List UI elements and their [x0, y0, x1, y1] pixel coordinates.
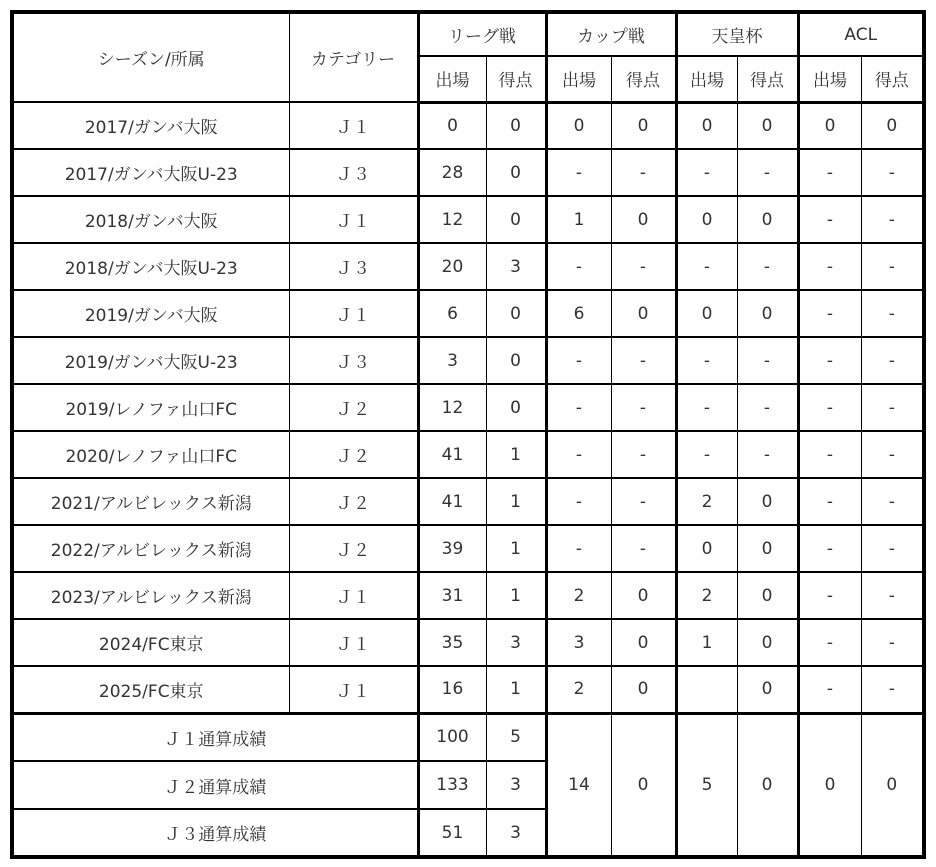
category-cell: Ｊ１ — [289, 196, 418, 243]
table-row — [12, 619, 924, 666]
header-season-club: シーズン/所属 — [12, 12, 289, 102]
stat-cell: - — [546, 431, 611, 478]
stat-cell: 0 — [676, 525, 737, 572]
header-group-row — [12, 12, 924, 56]
stat-cell: - — [546, 384, 611, 431]
season-club-cell: 2019/レノファ山口FC — [12, 384, 289, 431]
category-cell: Ｊ２ — [289, 478, 418, 525]
stat-cell: - — [611, 149, 676, 196]
season-club-cell: 2019/ガンバ大阪 — [12, 290, 289, 337]
total-cup-apps-cell: 14 — [546, 713, 611, 857]
stat-cell: 20 — [418, 243, 486, 290]
table-header — [12, 12, 924, 102]
total-league-goals-cell: 5 — [486, 713, 546, 761]
header-league-goals: 得点 — [486, 56, 546, 102]
stat-cell: 0 — [737, 478, 798, 525]
stat-cell: 1 — [546, 196, 611, 243]
category-cell: Ｊ１ — [289, 290, 418, 337]
stat-cell: - — [676, 149, 737, 196]
total-acl-apps-cell: 0 — [798, 713, 861, 857]
stat-cell: - — [861, 525, 924, 572]
season-club-cell: 2018/ガンバ大阪 — [12, 196, 289, 243]
table-row — [12, 478, 924, 525]
stat-cell: - — [798, 384, 861, 431]
total-emperors-apps-cell: 5 — [676, 713, 737, 857]
stat-cell: 31 — [418, 572, 486, 619]
header-emperors-apps: 出場 — [676, 56, 737, 102]
category-cell: Ｊ３ — [289, 337, 418, 384]
header-cup-apps: 出場 — [546, 56, 611, 102]
stat-cell: - — [861, 149, 924, 196]
stat-cell: - — [546, 243, 611, 290]
stat-cell: - — [546, 337, 611, 384]
table-row — [12, 384, 924, 431]
stat-cell: - — [861, 196, 924, 243]
category-cell: Ｊ３ — [289, 149, 418, 196]
stat-cell: 41 — [418, 431, 486, 478]
stat-cell: - — [611, 243, 676, 290]
stat-cell: 2 — [546, 666, 611, 713]
stat-cell: - — [737, 384, 798, 431]
table-row — [12, 290, 924, 337]
stat-cell: - — [798, 478, 861, 525]
stat-cell: - — [798, 572, 861, 619]
stat-cell: - — [611, 525, 676, 572]
table-row — [12, 337, 924, 384]
stat-cell: 0 — [611, 619, 676, 666]
total-label-cell: Ｊ１通算成績 — [12, 713, 418, 761]
total-league-apps-cell: 51 — [418, 809, 486, 857]
header-category: カテゴリー — [289, 12, 418, 102]
stat-cell: - — [798, 666, 861, 713]
stat-cell: - — [861, 572, 924, 619]
header-acl-apps: 出場 — [798, 56, 861, 102]
total-label-cell: Ｊ２通算成績 — [12, 761, 418, 809]
stat-cell: 0 — [546, 102, 611, 149]
stat-cell: 0 — [676, 102, 737, 149]
stat-cell: - — [798, 337, 861, 384]
category-cell: Ｊ３ — [289, 243, 418, 290]
stat-cell: 0 — [486, 149, 546, 196]
stat-cell: 3 — [486, 619, 546, 666]
total-acl-goals-cell: 0 — [861, 713, 924, 857]
table-row — [12, 666, 924, 713]
stat-cell: 12 — [418, 384, 486, 431]
total-label-cell: Ｊ３通算成績 — [12, 809, 418, 857]
stat-cell: 1 — [486, 572, 546, 619]
stat-cell: 0 — [737, 619, 798, 666]
stat-cell: 1 — [486, 666, 546, 713]
stat-cell: - — [798, 243, 861, 290]
season-club-cell: 2020/レノファ山口FC — [12, 431, 289, 478]
stat-cell: 0 — [611, 290, 676, 337]
stat-cell: 0 — [418, 102, 486, 149]
stat-cell: - — [798, 290, 861, 337]
stat-cell: 0 — [611, 572, 676, 619]
stat-cell: 0 — [486, 337, 546, 384]
stat-cell: 1 — [486, 431, 546, 478]
stat-cell: - — [737, 337, 798, 384]
total-league-apps-cell: 100 — [418, 713, 486, 761]
table-row — [12, 196, 924, 243]
table-row — [12, 572, 924, 619]
category-cell: Ｊ１ — [289, 102, 418, 149]
stat-cell: 3 — [546, 619, 611, 666]
stat-cell: 2 — [676, 572, 737, 619]
category-cell: Ｊ１ — [289, 619, 418, 666]
stat-cell: - — [798, 525, 861, 572]
stat-cell: 0 — [737, 572, 798, 619]
header-league: リーグ戦 — [418, 12, 546, 56]
table-row — [12, 431, 924, 478]
category-cell: Ｊ２ — [289, 384, 418, 431]
stat-cell — [676, 666, 737, 713]
stat-cell: - — [861, 337, 924, 384]
stat-cell: - — [861, 243, 924, 290]
stat-cell: - — [861, 619, 924, 666]
stat-cell: 0 — [486, 102, 546, 149]
stat-cell: - — [676, 337, 737, 384]
stat-cell: 0 — [737, 290, 798, 337]
stat-cell: - — [546, 478, 611, 525]
stat-cell: 28 — [418, 149, 486, 196]
season-club-cell: 2017/ガンバ大阪 — [12, 102, 289, 149]
stat-cell: - — [546, 149, 611, 196]
header-acl-goals: 得点 — [861, 56, 924, 102]
total-league-goals-cell: 3 — [486, 761, 546, 809]
stat-cell: - — [798, 619, 861, 666]
stat-cell: - — [798, 431, 861, 478]
stat-cell: 0 — [737, 525, 798, 572]
totals-section — [12, 713, 924, 857]
stat-cell: 0 — [611, 196, 676, 243]
stats-table-body — [12, 102, 924, 713]
season-club-cell: 2022/アルビレックス新潟 — [12, 525, 289, 572]
stat-cell: 16 — [418, 666, 486, 713]
career-stats-table — [10, 10, 926, 859]
stat-cell: 0 — [486, 290, 546, 337]
stat-cell: - — [798, 196, 861, 243]
header-cup-goals: 得点 — [611, 56, 676, 102]
stat-cell: - — [861, 431, 924, 478]
stat-cell: 0 — [737, 196, 798, 243]
stat-cell: - — [737, 243, 798, 290]
header-emperors-cup: 天皇杯 — [676, 12, 798, 56]
stat-cell: - — [861, 478, 924, 525]
stat-cell: 0 — [611, 102, 676, 149]
stat-cell: 6 — [546, 290, 611, 337]
stat-cell: - — [676, 384, 737, 431]
stat-cell: 0 — [486, 196, 546, 243]
stat-cell: - — [861, 290, 924, 337]
stat-cell: 2 — [676, 478, 737, 525]
stat-cell: - — [737, 149, 798, 196]
stat-cell: - — [861, 666, 924, 713]
season-club-cell: 2023/アルビレックス新潟 — [12, 572, 289, 619]
stat-cell: 39 — [418, 525, 486, 572]
category-cell: Ｊ２ — [289, 525, 418, 572]
stat-cell: 2 — [546, 572, 611, 619]
category-cell: Ｊ１ — [289, 572, 418, 619]
stat-cell: 0 — [611, 666, 676, 713]
header-emperors-goals: 得点 — [737, 56, 798, 102]
stat-cell: - — [546, 525, 611, 572]
table-row — [12, 243, 924, 290]
stat-cell: 1 — [486, 478, 546, 525]
stat-cell: 0 — [486, 384, 546, 431]
stat-cell: - — [611, 337, 676, 384]
total-league-goals-cell: 3 — [486, 809, 546, 857]
category-cell: Ｊ２ — [289, 431, 418, 478]
stat-cell: 12 — [418, 196, 486, 243]
season-club-cell: 2024/FC東京 — [12, 619, 289, 666]
table-row — [12, 102, 924, 149]
header-acl: ACL — [798, 12, 924, 56]
stat-cell: 0 — [676, 196, 737, 243]
stat-cell: 35 — [418, 619, 486, 666]
stat-cell: 1 — [676, 619, 737, 666]
total-emperors-goals-cell: 0 — [737, 713, 798, 857]
table-row — [12, 149, 924, 196]
stat-cell: 0 — [861, 102, 924, 149]
stat-cell: - — [737, 431, 798, 478]
stat-cell: - — [798, 149, 861, 196]
stat-cell: 0 — [737, 102, 798, 149]
stat-cell: 0 — [737, 666, 798, 713]
season-club-cell: 2018/ガンバ大阪U-23 — [12, 243, 289, 290]
stat-cell: 3 — [486, 243, 546, 290]
season-club-cell: 2021/アルビレックス新潟 — [12, 478, 289, 525]
table-row — [12, 525, 924, 572]
stat-cell: - — [611, 384, 676, 431]
stat-cell: - — [676, 431, 737, 478]
stat-cell: - — [611, 478, 676, 525]
total-row-j1 — [12, 713, 924, 761]
season-club-cell: 2019/ガンバ大阪U-23 — [12, 337, 289, 384]
stat-cell: 41 — [418, 478, 486, 525]
stat-cell: - — [676, 243, 737, 290]
stat-cell: 0 — [676, 290, 737, 337]
season-club-cell: 2025/FC東京 — [12, 666, 289, 713]
header-cup: カップ戦 — [546, 12, 676, 56]
header-league-apps: 出場 — [418, 56, 486, 102]
season-club-cell: 2017/ガンバ大阪U-23 — [12, 149, 289, 196]
stat-cell: 1 — [486, 525, 546, 572]
category-cell: Ｊ１ — [289, 666, 418, 713]
stat-cell: 3 — [418, 337, 486, 384]
stat-cell: - — [611, 431, 676, 478]
stat-cell: - — [861, 384, 924, 431]
total-league-apps-cell: 133 — [418, 761, 486, 809]
stat-cell: 6 — [418, 290, 486, 337]
stat-cell: 0 — [798, 102, 861, 149]
total-cup-goals-cell: 0 — [611, 713, 676, 857]
